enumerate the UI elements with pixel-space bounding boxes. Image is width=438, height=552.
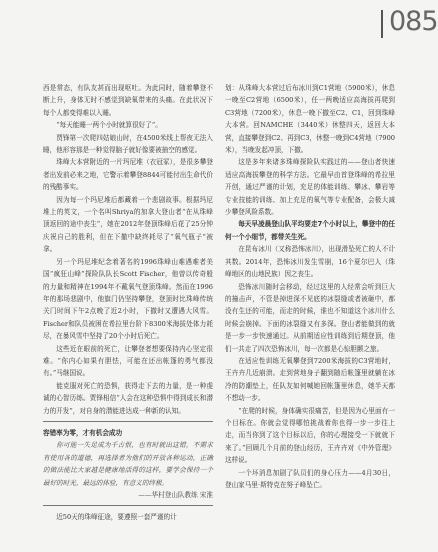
right-bold-statement: 每天早凌晨登山队平均要走7个小时以上，攀登中的任何一个小细节，都带关生死。: [225, 220, 395, 241]
left-column: [43, 82, 213, 524]
right-paragraph-7: “在爬的时候，身体确实很痛苦，但是因为心里面有一个目标在。你就会觉得哪怕挑战着你也得一步一步往上走，而当你到了这个目标以后，你的心理接受一下就就下来了。”回顾几个月前的登山经历，王卉卉对《中外管理》这样说。: [225, 406, 395, 465]
page-number-divider: [381, 10, 383, 38]
right-paragraph-8: 一个坏消息加剧了队员们的身心压力——4月30日，登山家马里·斯特克在努子峰坠亡。: [225, 468, 395, 489]
right-column: [225, 82, 395, 491]
right-paragraph-1: 划：从珠峰大本营过后布冰川到C1营地（5900米），休息一晚至C2营地（6500米），任一两晚适应高海拔再爬到C3营地（7200米），休息一晚下撤至C2、C1，回到珠峰大本营。回NAMCHE（3440米）休整四天，返回大本营，直接攀登到C2、再到C3，休整一晚到C4营地（7900米），当晚发起冲顶，下撤。: [225, 84, 395, 155]
page-number: 085: [389, 6, 438, 37]
box-quote-signature: ——华村登山队教练 宋淮: [138, 491, 213, 499]
right-paragraph-2: 这是多年来诸多珠峰探险队实践过的——登山者快速适应高海拔攀登的科学方法。它最早由首登珠峰的希拉里开创，通过严谨的计划，充足的体能训练、攀冰、攀岩等专业技能的训练、加上充足的氧气等专业配备，会极大减少攀登风险系数。: [225, 158, 395, 217]
right-paragraph-4: 在昆布冰川（又称恐怖冰川），出现滑坠死亡的人不计其数。2014年，恐怖冰川发生雪崩，16个夏尔巴人（珠峰地区的山地民族）因之丧生。: [225, 245, 395, 279]
left-paragraph-3: 贾锋第一次爬四姑娘山时，在4500米线上帮夜无法入睡，他形容那是一种觉得脑子就好像要被抽空的感觉。: [43, 133, 213, 155]
left-paragraph-8: 能克服对死亡的恐惧，获得走下去的力量，是一种虔诚的心智历练。贾锋相信“人会在这种恐惧中得到成长和潜力的开发”，对自身的潜能进达成一种新的认知。: [43, 381, 213, 415]
left-paragraph-5: 因为每一个玛尼堆后都藏着一个悲剧故事。根据玛尼堆上的英文，一个名叫Shriya的加拿大登山者“在从珠峰顶返回的途中丧生”，她在2012年登顶珠峰后花了25分钟庆祝自己的胜利，但在下撤中缺终耗尽了“氧气瓶子”被拿。: [43, 195, 213, 254]
left-paragraph-4: 珠峰大本营附近的一片玛尼堆（衣冠冢），是很多攀登者出发前必来之地，它警示着攀登8844可能付出生命代价的残酷事实。: [43, 158, 213, 192]
left-paragraph-2: “每天能睡一两个小时就算很好了”。: [56, 121, 162, 130]
right-paragraph-5: 恐怖冰川随时会移动，经过这里的人经常会听到巨大的撞击声，不管是掉进深不见底的冰裂缝或者被砸中，都没有生还的可能，而走的时候，谁也不知道这个冰川什么时候会崩掉。下面的冰裂缝又有多深。登山者能做到的就是一步一步快速通过。从前期适应性训练到后期登顶，他们一共走了四次恐怖冰川，每一次都是心惊胆颤之旅。: [225, 282, 395, 353]
right-paragraph-6: 在适应性训练无氧攀登到7200米海拔的C3营地时，王卉卉几近崩溃。走到营地身子翻到随后帐篷里就躺在冰冷的防潮垫上，任队友如何喊她回帐篷里休息，她半天都不想动一步。: [225, 356, 395, 403]
box-quote-text: 你可能一失足成为千古恨，也有时就出这错，不需求有使用各的道德，再选择者为他们的开放各种运动，正确的做法能比大家越是健康地活得的这样，要学会保持一个最好的时光，最远的体验，有意义的终极。: [43, 441, 213, 487]
left-paragraph-6: 另一个玛尼堆纪念着著名的1996珠峰山难遇难者美国“疯狂山峰”探险队队长Scott Fischer，他曾以传奇般的力量和精神在1994年不戴氧气登顶珠峰。然而在1996年的那场悲剧中，他旗门仍坚持攀登，登顶时比珠峰传统关门时间下午2点晚了近2小时，下撤时又遭遇大风雪。Fischer和队员被困在希拉里台阶下8300米海拔处体力耗尽，在暴风雪中坚持了20个小时后死亡。: [43, 257, 213, 341]
box-top-rule: [43, 421, 213, 422]
box-bottom-rule: [43, 505, 213, 506]
box-heading: 容错率为零，才有机会成功: [43, 428, 123, 437]
left-paragraph-7: 这些近在眼前的死亡，让攀登者想要保持内心坚定很难。“你内心如果有胆怯，可能在还出帐篷的勇气都没有。”马继国说。: [43, 344, 213, 378]
left-paragraph-1: 西是常态，有队友甚而出现呕吐。为此同时，随着攀登不断上升，身体无时不感觉到缺氧带来的头痛。在此状况下每个人都变得难以入睡。: [43, 84, 213, 117]
left-last-line: 近50天的珠峰征途，要遵照一套严谨的计: [56, 513, 177, 522]
